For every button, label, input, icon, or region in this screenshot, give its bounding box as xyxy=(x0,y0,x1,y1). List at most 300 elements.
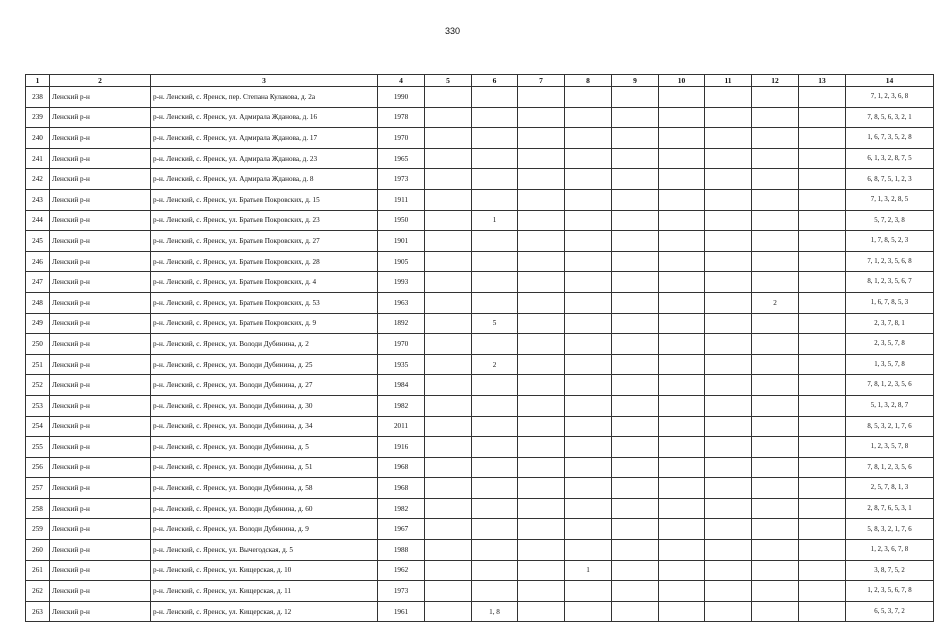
cell-col-2: Ленский р-н xyxy=(50,601,151,622)
cell-col-1: 240 xyxy=(26,128,50,149)
table-row xyxy=(26,231,934,252)
cell-col-14: 1, 2, 3, 5, 6, 7, 8 xyxy=(846,581,934,602)
cell-col-8 xyxy=(565,87,612,108)
cell-col-9 xyxy=(612,87,659,108)
cell-col-2: Ленский р-н xyxy=(50,292,151,313)
cell-col-14: 3, 8, 7, 5, 2 xyxy=(846,560,934,581)
cell-col-8 xyxy=(565,375,612,396)
cell-col-6 xyxy=(472,540,518,561)
cell-col-7 xyxy=(518,148,565,169)
cell-col-2: Ленский р-н xyxy=(50,478,151,499)
cell-col-11 xyxy=(705,87,752,108)
table-row xyxy=(26,313,934,334)
column-header-3: 3 xyxy=(151,75,378,87)
cell-col-14: 8, 5, 3, 2, 1, 7, 6 xyxy=(846,416,934,437)
cell-col-14: 2, 3, 7, 8, 1 xyxy=(846,313,934,334)
cell-col-1: 247 xyxy=(26,272,50,293)
cell-col-14: 7, 1, 3, 2, 8, 5 xyxy=(846,189,934,210)
cell-col-5 xyxy=(425,169,472,190)
cell-col-14: 7, 8, 1, 2, 3, 5, 6 xyxy=(846,457,934,478)
cell-col-3: р-н. Ленский, с. Яренск, ул. Вычегодская, д. 5 xyxy=(151,540,378,561)
cell-col-8 xyxy=(565,231,612,252)
cell-col-2: Ленский р-н xyxy=(50,395,151,416)
cell-col-6 xyxy=(472,189,518,210)
cell-col-5 xyxy=(425,292,472,313)
cell-col-1: 248 xyxy=(26,292,50,313)
cell-col-3: р-н. Ленский, с. Яренск, ул. Братьев Покровских, д. 15 xyxy=(151,189,378,210)
cell-col-5 xyxy=(425,395,472,416)
cell-col-10 xyxy=(659,292,705,313)
cell-col-11 xyxy=(705,581,752,602)
cell-col-1: 263 xyxy=(26,601,50,622)
cell-col-10 xyxy=(659,354,705,375)
column-header-9: 9 xyxy=(612,75,659,87)
cell-col-14: 1, 3, 5, 7, 8 xyxy=(846,354,934,375)
cell-col-12 xyxy=(752,519,799,540)
cell-col-2: Ленский р-н xyxy=(50,560,151,581)
cell-col-6 xyxy=(472,231,518,252)
cell-col-3: р-н. Ленский, с. Яренск, ул. Братьев Покровских, д. 28 xyxy=(151,251,378,272)
cell-col-6 xyxy=(472,272,518,293)
cell-col-7 xyxy=(518,128,565,149)
cell-col-3: р-н. Ленский, с. Яренск, ул. Володи Дубинина, д. 30 xyxy=(151,395,378,416)
cell-col-3: р-н. Ленский, с. Яренск, ул. Братьев Покровских, д. 4 xyxy=(151,272,378,293)
cell-col-7 xyxy=(518,581,565,602)
cell-col-10 xyxy=(659,560,705,581)
cell-col-2: Ленский р-н xyxy=(50,375,151,396)
cell-col-13 xyxy=(799,498,846,519)
cell-col-6 xyxy=(472,498,518,519)
cell-col-3: р-н. Ленский, с. Яренск, ул. Братьев Покровских, д. 23 xyxy=(151,210,378,231)
cell-col-1: 258 xyxy=(26,498,50,519)
column-header-2: 2 xyxy=(50,75,151,87)
cell-col-3: р-н. Ленский, с. Яренск, ул. Адмирала Жданова, д. 17 xyxy=(151,128,378,149)
cell-col-8 xyxy=(565,581,612,602)
cell-col-13 xyxy=(799,395,846,416)
cell-col-5 xyxy=(425,416,472,437)
cell-col-5 xyxy=(425,581,472,602)
cell-col-5 xyxy=(425,272,472,293)
cell-col-9 xyxy=(612,231,659,252)
cell-col-12 xyxy=(752,560,799,581)
cell-col-12 xyxy=(752,581,799,602)
table-row xyxy=(26,87,934,108)
header-row xyxy=(26,75,934,87)
cell-col-9 xyxy=(612,437,659,458)
cell-col-1: 256 xyxy=(26,457,50,478)
cell-col-8 xyxy=(565,128,612,149)
cell-col-10 xyxy=(659,210,705,231)
cell-col-2: Ленский р-н xyxy=(50,519,151,540)
cell-col-5 xyxy=(425,189,472,210)
cell-col-2: Ленский р-н xyxy=(50,354,151,375)
cell-col-9 xyxy=(612,457,659,478)
cell-col-14: 5, 8, 3, 2, 1, 7, 6 xyxy=(846,519,934,540)
cell-col-7 xyxy=(518,375,565,396)
cell-col-6 xyxy=(472,169,518,190)
cell-col-5 xyxy=(425,601,472,622)
table-row xyxy=(26,457,934,478)
cell-col-8 xyxy=(565,540,612,561)
cell-col-14: 6, 1, 3, 2, 8, 7, 5 xyxy=(846,148,934,169)
cell-col-8 xyxy=(565,354,612,375)
cell-col-1: 244 xyxy=(26,210,50,231)
cell-col-2: Ленский р-н xyxy=(50,540,151,561)
cell-col-3: р-н. Ленский, с. Яренск, пер. Степана Кулакова, д. 2а xyxy=(151,87,378,108)
cell-col-4: 1968 xyxy=(378,478,425,499)
table-row xyxy=(26,416,934,437)
cell-col-14: 1, 6, 7, 3, 5, 2, 8 xyxy=(846,128,934,149)
cell-col-11 xyxy=(705,272,752,293)
cell-col-11 xyxy=(705,189,752,210)
cell-col-11 xyxy=(705,107,752,128)
cell-col-7 xyxy=(518,478,565,499)
cell-col-2: Ленский р-н xyxy=(50,457,151,478)
cell-col-10 xyxy=(659,107,705,128)
cell-col-1: 257 xyxy=(26,478,50,499)
cell-col-7 xyxy=(518,210,565,231)
cell-col-2: Ленский р-н xyxy=(50,169,151,190)
cell-col-6 xyxy=(472,437,518,458)
cell-col-4: 1950 xyxy=(378,210,425,231)
cell-col-12 xyxy=(752,354,799,375)
cell-col-13 xyxy=(799,251,846,272)
cell-col-12 xyxy=(752,457,799,478)
cell-col-4: 1990 xyxy=(378,87,425,108)
cell-col-6 xyxy=(472,478,518,499)
cell-col-14: 1, 6, 7, 8, 5, 3 xyxy=(846,292,934,313)
cell-col-1: 259 xyxy=(26,519,50,540)
cell-col-3: р-н. Ленский, с. Яренск, ул. Володи Дубинина, д. 5 xyxy=(151,437,378,458)
cell-col-4: 1982 xyxy=(378,498,425,519)
cell-col-3: р-н. Ленский, с. Яренск, ул. Адмирала Жданова, д. 16 xyxy=(151,107,378,128)
cell-col-13 xyxy=(799,354,846,375)
cell-col-10 xyxy=(659,375,705,396)
table-row xyxy=(26,169,934,190)
cell-col-8 xyxy=(565,251,612,272)
cell-col-8 xyxy=(565,334,612,355)
cell-col-4: 1965 xyxy=(378,148,425,169)
cell-col-8 xyxy=(565,210,612,231)
cell-col-4: 1916 xyxy=(378,437,425,458)
table-row xyxy=(26,478,934,499)
cell-col-12 xyxy=(752,375,799,396)
cell-col-7 xyxy=(518,395,565,416)
cell-col-5 xyxy=(425,560,472,581)
cell-col-3: р-н. Ленский, с. Яренск, ул. Братьев Покровских, д. 27 xyxy=(151,231,378,252)
page-number: 330 xyxy=(444,26,461,36)
cell-col-6 xyxy=(472,148,518,169)
cell-col-7 xyxy=(518,334,565,355)
cell-col-6: 2 xyxy=(472,354,518,375)
cell-col-1: 249 xyxy=(26,313,50,334)
cell-col-6 xyxy=(472,251,518,272)
cell-col-9 xyxy=(612,375,659,396)
cell-col-6 xyxy=(472,416,518,437)
cell-col-14: 5, 7, 2, 3, 8 xyxy=(846,210,934,231)
cell-col-13 xyxy=(799,148,846,169)
column-header-12: 12 xyxy=(752,75,799,87)
table-row xyxy=(26,560,934,581)
cell-col-13 xyxy=(799,128,846,149)
cell-col-11 xyxy=(705,210,752,231)
cell-col-12 xyxy=(752,128,799,149)
cell-col-13 xyxy=(799,457,846,478)
cell-col-9 xyxy=(612,581,659,602)
cell-col-14: 7, 1, 2, 3, 5, 6, 8 xyxy=(846,251,934,272)
cell-col-9 xyxy=(612,334,659,355)
table-row xyxy=(26,437,934,458)
cell-col-12 xyxy=(752,148,799,169)
cell-col-5 xyxy=(425,87,472,108)
cell-col-7 xyxy=(518,107,565,128)
cell-col-3: р-н. Ленский, с. Яренск, ул. Володи Дубинина, д. 60 xyxy=(151,498,378,519)
cell-col-5 xyxy=(425,375,472,396)
cell-col-6: 5 xyxy=(472,313,518,334)
cell-col-10 xyxy=(659,251,705,272)
cell-col-2: Ленский р-н xyxy=(50,87,151,108)
cell-col-8 xyxy=(565,107,612,128)
cell-col-3: р-н. Ленский, с. Яренск, ул. Володи Дубинина, д. 27 xyxy=(151,375,378,396)
cell-col-11 xyxy=(705,498,752,519)
cell-col-14: 1, 2, 3, 5, 7, 8 xyxy=(846,437,934,458)
table-row xyxy=(26,375,934,396)
column-header-5: 5 xyxy=(425,75,472,87)
cell-col-12 xyxy=(752,231,799,252)
cell-col-4: 2011 xyxy=(378,416,425,437)
cell-col-4: 1988 xyxy=(378,540,425,561)
cell-col-5 xyxy=(425,478,472,499)
cell-col-11 xyxy=(705,437,752,458)
cell-col-6: 1, 8 xyxy=(472,601,518,622)
cell-col-12 xyxy=(752,169,799,190)
cell-col-1: 254 xyxy=(26,416,50,437)
cell-col-7 xyxy=(518,272,565,293)
cell-col-14: 2, 3, 5, 7, 8 xyxy=(846,334,934,355)
table-row xyxy=(26,272,934,293)
cell-col-9 xyxy=(612,519,659,540)
cell-col-14: 7, 8, 1, 2, 3, 5, 6 xyxy=(846,375,934,396)
cell-col-7 xyxy=(518,354,565,375)
cell-col-14: 8, 1, 2, 3, 5, 6, 7 xyxy=(846,272,934,293)
cell-col-1: 252 xyxy=(26,375,50,396)
cell-col-10 xyxy=(659,272,705,293)
cell-col-7 xyxy=(518,169,565,190)
cell-col-12 xyxy=(752,478,799,499)
cell-col-8 xyxy=(565,601,612,622)
cell-col-13 xyxy=(799,169,846,190)
cell-col-5 xyxy=(425,210,472,231)
cell-col-5 xyxy=(425,107,472,128)
cell-col-9 xyxy=(612,272,659,293)
cell-col-5 xyxy=(425,519,472,540)
cell-col-3: р-н. Ленский, с. Яренск, ул. Кищерская, д. 10 xyxy=(151,560,378,581)
cell-col-1: 255 xyxy=(26,437,50,458)
cell-col-8 xyxy=(565,478,612,499)
cell-col-11 xyxy=(705,457,752,478)
cell-col-4: 1935 xyxy=(378,354,425,375)
table-row xyxy=(26,354,934,375)
cell-col-2: Ленский р-н xyxy=(50,581,151,602)
column-header-10: 10 xyxy=(659,75,705,87)
cell-col-2: Ленский р-н xyxy=(50,189,151,210)
cell-col-7 xyxy=(518,231,565,252)
cell-col-2: Ленский р-н xyxy=(50,334,151,355)
cell-col-3: р-н. Ленский, с. Яренск, ул. Володи Дубинина, д. 2 xyxy=(151,334,378,355)
table-row xyxy=(26,601,934,622)
cell-col-2: Ленский р-н xyxy=(50,416,151,437)
cell-col-10 xyxy=(659,437,705,458)
cell-col-14: 1, 2, 3, 6, 7, 8 xyxy=(846,540,934,561)
cell-col-9 xyxy=(612,416,659,437)
cell-col-4: 1993 xyxy=(378,272,425,293)
cell-col-11 xyxy=(705,251,752,272)
cell-col-2: Ленский р-н xyxy=(50,498,151,519)
cell-col-3: р-н. Ленский, с. Яренск, ул. Володи Дубинина, д. 51 xyxy=(151,457,378,478)
cell-col-13 xyxy=(799,478,846,499)
cell-col-1: 241 xyxy=(26,148,50,169)
cell-col-7 xyxy=(518,416,565,437)
cell-col-9 xyxy=(612,148,659,169)
cell-col-10 xyxy=(659,189,705,210)
column-header-4: 4 xyxy=(378,75,425,87)
column-header-1: 1 xyxy=(26,75,50,87)
cell-col-11 xyxy=(705,560,752,581)
cell-col-7 xyxy=(518,560,565,581)
cell-col-7 xyxy=(518,292,565,313)
cell-col-12 xyxy=(752,601,799,622)
cell-col-6 xyxy=(472,581,518,602)
cell-col-5 xyxy=(425,231,472,252)
cell-col-7 xyxy=(518,313,565,334)
cell-col-9 xyxy=(612,107,659,128)
cell-col-9 xyxy=(612,498,659,519)
cell-col-11 xyxy=(705,601,752,622)
cell-col-11 xyxy=(705,292,752,313)
column-header-13: 13 xyxy=(799,75,846,87)
cell-col-6: 1 xyxy=(472,210,518,231)
cell-col-10 xyxy=(659,334,705,355)
cell-col-12 xyxy=(752,334,799,355)
cell-col-11 xyxy=(705,169,752,190)
cell-col-4: 1962 xyxy=(378,560,425,581)
table-row xyxy=(26,148,934,169)
cell-col-12 xyxy=(752,313,799,334)
cell-col-4: 1892 xyxy=(378,313,425,334)
cell-col-13 xyxy=(799,292,846,313)
cell-col-9 xyxy=(612,560,659,581)
cell-col-11 xyxy=(705,148,752,169)
cell-col-5 xyxy=(425,540,472,561)
cell-col-3: р-н. Ленский, с. Яренск, ул. Адмирала Жданова, д. 8 xyxy=(151,169,378,190)
cell-col-12 xyxy=(752,395,799,416)
cell-col-6 xyxy=(472,334,518,355)
table-row xyxy=(26,189,934,210)
column-header-7: 7 xyxy=(518,75,565,87)
cell-col-8 xyxy=(565,189,612,210)
cell-col-8: 1 xyxy=(565,560,612,581)
cell-col-7 xyxy=(518,87,565,108)
cell-col-10 xyxy=(659,148,705,169)
cell-col-12 xyxy=(752,416,799,437)
cell-col-7 xyxy=(518,189,565,210)
cell-col-4: 1911 xyxy=(378,189,425,210)
cell-col-13 xyxy=(799,107,846,128)
cell-col-14: 5, 1, 3, 2, 8, 7 xyxy=(846,395,934,416)
cell-col-5 xyxy=(425,498,472,519)
table-row xyxy=(26,581,934,602)
cell-col-13 xyxy=(799,540,846,561)
cell-col-9 xyxy=(612,251,659,272)
cell-col-13 xyxy=(799,375,846,396)
cell-col-6 xyxy=(472,395,518,416)
cell-col-2: Ленский р-н xyxy=(50,128,151,149)
cell-col-11 xyxy=(705,231,752,252)
table-row xyxy=(26,498,934,519)
cell-col-9 xyxy=(612,189,659,210)
column-header-11: 11 xyxy=(705,75,752,87)
cell-col-6 xyxy=(472,457,518,478)
cell-col-4: 1905 xyxy=(378,251,425,272)
cell-col-3: р-н. Ленский, с. Яренск, ул. Володи Дубинина, д. 9 xyxy=(151,519,378,540)
cell-col-7 xyxy=(518,457,565,478)
cell-col-13 xyxy=(799,87,846,108)
cell-col-3: р-н. Ленский, с. Яренск, ул. Володи Дубинина, д. 34 xyxy=(151,416,378,437)
cell-col-4: 1973 xyxy=(378,169,425,190)
table-row xyxy=(26,251,934,272)
cell-col-10 xyxy=(659,169,705,190)
cell-col-8 xyxy=(565,519,612,540)
table-row xyxy=(26,107,934,128)
cell-col-1: 260 xyxy=(26,540,50,561)
column-header-6: 6 xyxy=(472,75,518,87)
cell-col-3: р-н. Ленский, с. Яренск, ул. Адмирала Жданова, д. 23 xyxy=(151,148,378,169)
cell-col-14: 1, 7, 8, 5, 2, 3 xyxy=(846,231,934,252)
cell-col-2: Ленский р-н xyxy=(50,107,151,128)
cell-col-14: 6, 5, 3, 7, 2 xyxy=(846,601,934,622)
cell-col-8 xyxy=(565,272,612,293)
cell-col-4: 1901 xyxy=(378,231,425,252)
cell-col-11 xyxy=(705,478,752,499)
cell-col-8 xyxy=(565,416,612,437)
cell-col-12 xyxy=(752,87,799,108)
cell-col-4: 1968 xyxy=(378,457,425,478)
cell-col-9 xyxy=(612,128,659,149)
housing-table xyxy=(25,74,934,622)
cell-col-6 xyxy=(472,292,518,313)
cell-col-13 xyxy=(799,560,846,581)
cell-col-5 xyxy=(425,354,472,375)
cell-col-10 xyxy=(659,498,705,519)
cell-col-2: Ленский р-н xyxy=(50,210,151,231)
table-row xyxy=(26,540,934,561)
cell-col-11 xyxy=(705,519,752,540)
cell-col-8 xyxy=(565,169,612,190)
cell-col-3: р-н. Ленский, с. Яренск, ул. Кищерская, д. 11 xyxy=(151,581,378,602)
cell-col-6 xyxy=(472,560,518,581)
cell-col-2: Ленский р-н xyxy=(50,148,151,169)
cell-col-5 xyxy=(425,334,472,355)
table-row xyxy=(26,519,934,540)
cell-col-5 xyxy=(425,437,472,458)
cell-col-4: 1984 xyxy=(378,375,425,396)
cell-col-1: 251 xyxy=(26,354,50,375)
cell-col-10 xyxy=(659,128,705,149)
cell-col-12 xyxy=(752,251,799,272)
cell-col-13 xyxy=(799,437,846,458)
cell-col-1: 243 xyxy=(26,189,50,210)
cell-col-7 xyxy=(518,601,565,622)
